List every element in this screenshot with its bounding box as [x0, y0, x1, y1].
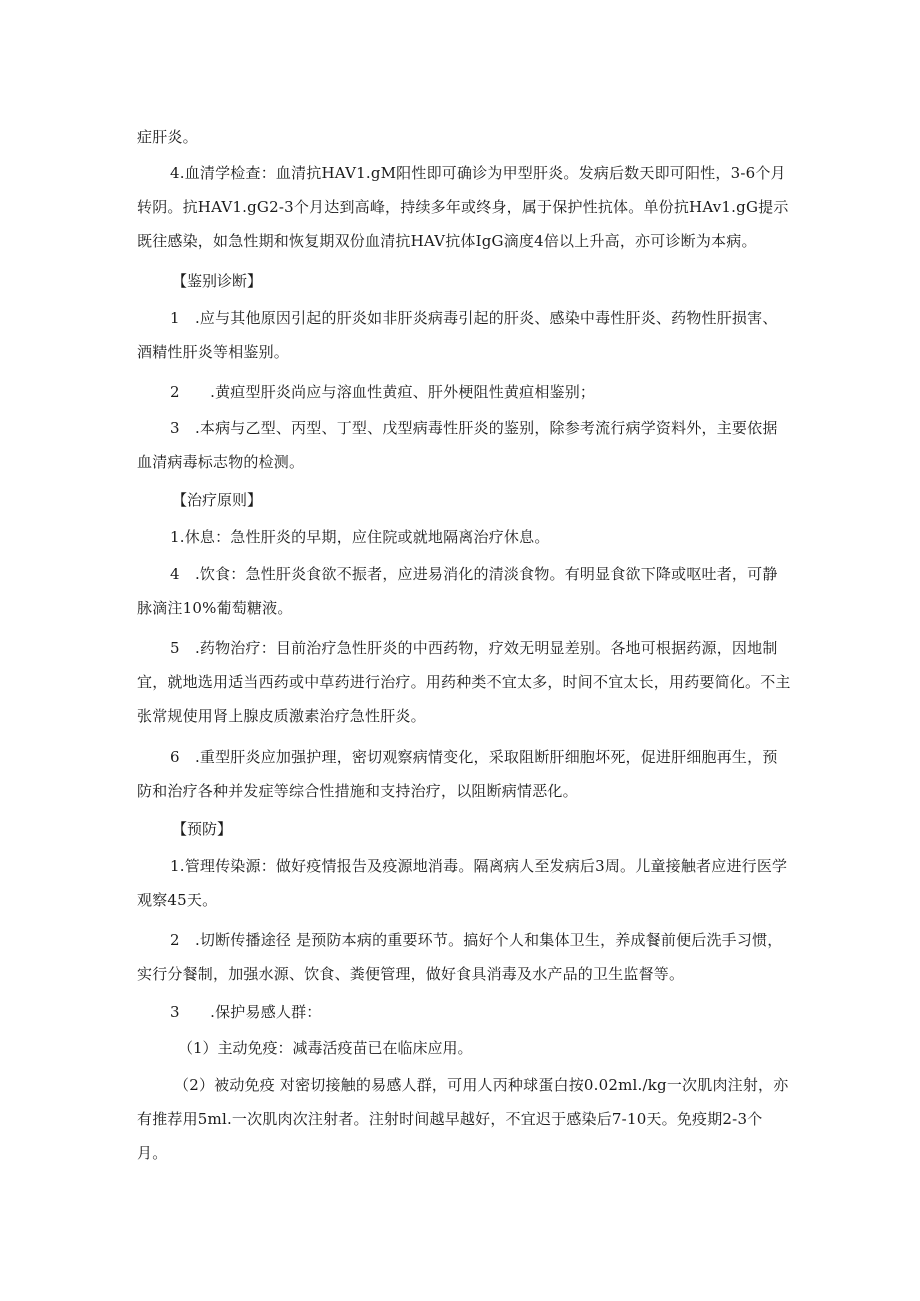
heading-prevention: 【预防】 [172, 820, 233, 838]
paragraph-active-immunity: （1）主动免疫：减毒活疫苗已在临床应用。 [178, 1039, 473, 1057]
paragraph-treatment-1: 1.休息：急性肝炎的早期，应住院或就地隔离治疗休息。 [170, 528, 550, 546]
paragraph-diff-3: 3 .本病与乙型、丙型、丁型、戊型病毒性肝炎的鉴别，除参考流行病学资料外，主要依据血清病毒标志物的检测。 [137, 419, 778, 471]
paragraph-diff-2: 2 .黄疸型肝炎尚应与溶血性黄疸、肝外梗阻性黄疸相鉴别； [170, 383, 596, 401]
paragraph-continuation: 症肝炎。 [137, 128, 198, 146]
paragraph-treatment-diet: 4 .饮食：急性肝炎食欲不振者，应进易消化的清淡食物。有明显食欲下降或呕吐者，可静脉滴注10%葡萄糖液。 [137, 565, 778, 617]
paragraph-prevention-1: 1.管理传染源：做好疫情报告及疫源地消毒。隔离病人至发病后3周。儿童接触者应进行医学观察45天。 [137, 857, 788, 909]
paragraph-passive-immunity: （2）被动免疫 对密切接触的易感人群，可用人丙种球蛋白按0.02ml./kg一次肌肉注射，亦有推荐用5ml.一次肌肉次注射者。注射时间越早越好，不宜迟于感染后7-10天。免疫期2-3个月。 [137, 1076, 789, 1162]
paragraph-prevention-3: 3 .保护易感人群： [170, 1003, 322, 1021]
paragraph-prevention-2: 2 .切断传播途径 是预防本病的重要环节。搞好个人和集体卫生，养成餐前便后洗手习惯，实行分餐制，加强水源、饮食、粪便管理，做好食具消毒及水产品的卫生监督等。 [137, 931, 783, 983]
paragraph-diff-1: 1 .应与其他原因引起的肝炎如非肝炎病毒引起的肝炎、感染中毒性肝炎、药物性肝损害、酒精性肝炎等相鉴别。 [137, 309, 778, 361]
heading-differential-diagnosis: 【鉴别诊断】 [172, 272, 263, 290]
paragraph-serology: 4.血清学检查：血清抗HAV1.gM阳性即可确诊为甲型肝炎。发病后数天即可阳性，3-6个月转阴。抗HAV1.gG2-3个月达到高峰，持续多年或终身，属于保护性抗体。单份抗HAv1.gG提示既往感染，如急性期和恢复期双份血清抗HAV抗体IgG滴度4倍以上升高，亦可诊断为本病。 [137, 164, 789, 250]
paragraph-treatment-severe: 6 .重型肝炎应加强护理，密切观察病情变化，采取阻断肝细胞坏死，促进肝细胞再生，预防和治疗各种并发症等综合性措施和支持治疗，以阻断病情恶化。 [137, 748, 778, 800]
paragraph-treatment-drugs: 5 .药物治疗：目前治疗急性肝炎的中西药物，疗效无明显差别。各地可根据药源，因地制宜，就地选用适当西药或中草药进行治疗。用药种类不宜太多，时间不宜太长，用药要简化。不主张常规使用肾上腺皮质激素治疗急性肝炎。 [137, 639, 791, 725]
heading-treatment-principles: 【治疗原则】 [172, 491, 263, 509]
